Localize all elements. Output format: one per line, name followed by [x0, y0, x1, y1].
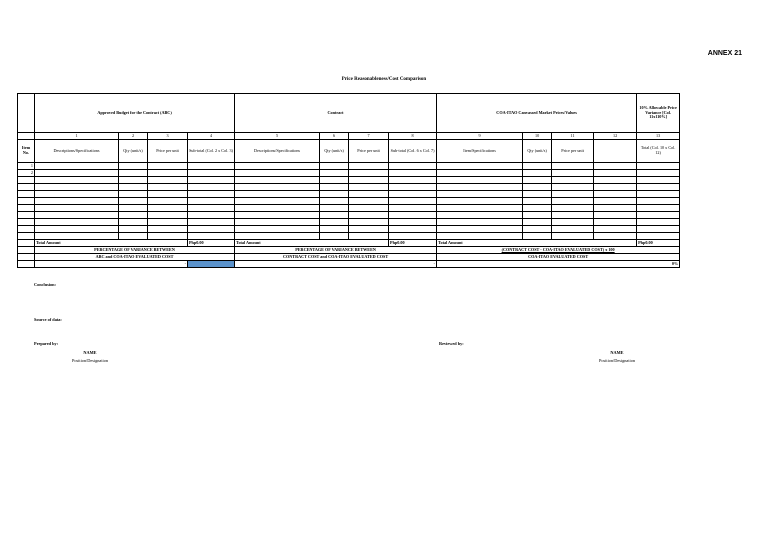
- col-number: 12: [594, 133, 637, 140]
- table-cell: [320, 226, 349, 233]
- variance-formula: (CONTRACT COST - COA-ITAO EVALUATED COST) x 100: [437, 247, 680, 254]
- col-number: 7: [349, 133, 389, 140]
- table-cell: [188, 219, 235, 226]
- item-number-cell: 1: [18, 163, 35, 170]
- table-row: [18, 184, 680, 191]
- table-cell: [637, 163, 680, 170]
- table-cell: [188, 226, 235, 233]
- contract-qty-header: Qty (unit/s): [320, 140, 349, 163]
- col-number: 3: [148, 133, 188, 140]
- table-row: [18, 212, 680, 219]
- table-cell: [637, 205, 680, 212]
- form-title: Price Reasonableness/Cost Comparison: [341, 77, 427, 82]
- table-cell: [637, 177, 680, 184]
- table-cell: [148, 184, 188, 191]
- item-number-cell: [18, 226, 35, 233]
- table-cell: [35, 198, 119, 205]
- table-cell: [637, 212, 680, 219]
- table-row: [18, 219, 680, 226]
- table-cell: [523, 170, 552, 177]
- sub-header-row: [18, 140, 680, 163]
- table-cell: [148, 233, 188, 240]
- table-cell: [320, 184, 349, 191]
- table-cell: [188, 191, 235, 198]
- table-cell: [235, 191, 320, 198]
- abc-variance-line1: PERCENTAGE OF VARIANCE BETWEEN: [35, 247, 235, 254]
- table-row: [18, 226, 680, 233]
- variance-formula-denominator: COA-ITAO EVALUATED COST: [437, 254, 680, 261]
- item-number-cell: [18, 198, 35, 205]
- table-cell: [35, 163, 119, 170]
- table-cell: [389, 184, 437, 191]
- reviewed-by-position: Position/Designation: [598, 358, 636, 363]
- reviewed-by-label: Reviewed by:: [439, 341, 464, 346]
- reviewed-by-name: NAME: [610, 350, 624, 355]
- table-cell: [188, 233, 235, 240]
- table-cell: [119, 205, 148, 212]
- item-number-cell: [18, 212, 35, 219]
- table-cell: [523, 184, 552, 191]
- table-cell: [552, 177, 594, 184]
- coa-total-value: Php0.00: [637, 240, 680, 247]
- variance-value-row: [18, 261, 680, 268]
- col-number: 13: [637, 133, 680, 140]
- table-cell: [437, 212, 523, 219]
- table-cell: [320, 198, 349, 205]
- table-cell: [637, 191, 680, 198]
- item-number-cell: [18, 191, 35, 198]
- table-cell: [552, 226, 594, 233]
- table-cell: [320, 212, 349, 219]
- table-cell: [148, 219, 188, 226]
- col-number: 6: [320, 133, 349, 140]
- table-cell: [119, 170, 148, 177]
- item-number-cell: [18, 219, 35, 226]
- table-cell: [235, 163, 320, 170]
- col-number: 5: [235, 133, 320, 140]
- table-cell: [389, 226, 437, 233]
- table-cell: [119, 233, 148, 240]
- table-cell: [594, 233, 637, 240]
- table-cell: [119, 226, 148, 233]
- item-number-cell: 2: [18, 170, 35, 177]
- table-cell: [119, 191, 148, 198]
- table-cell: [637, 170, 680, 177]
- table-cell: [349, 163, 389, 170]
- table-cell: [35, 177, 119, 184]
- abc-header: Approved Budget for the Contract (ABC): [35, 94, 235, 133]
- blank-variance-cell: [18, 261, 35, 268]
- table-cell: [148, 212, 188, 219]
- table-cell: [148, 177, 188, 184]
- table-cell: [148, 205, 188, 212]
- table-cell: [320, 163, 349, 170]
- table-cell: [320, 170, 349, 177]
- table-cell: [349, 191, 389, 198]
- table-cell: [594, 177, 637, 184]
- table-cell: [523, 177, 552, 184]
- table-cell: [437, 184, 523, 191]
- table-cell: [389, 233, 437, 240]
- blank-number-cell: [18, 133, 35, 140]
- table-cell: [235, 184, 320, 191]
- variance-header: 10% Allowable Price Variance [Col. 11x110%]: [637, 94, 680, 133]
- table-cell: [594, 205, 637, 212]
- table-cell: [637, 226, 680, 233]
- blank-header-cell: [18, 94, 35, 133]
- col-number: 2: [119, 133, 148, 140]
- table-cell: [235, 198, 320, 205]
- table-cell: [119, 184, 148, 191]
- table-cell: [320, 219, 349, 226]
- table-cell: [389, 205, 437, 212]
- table-cell: [437, 219, 523, 226]
- contract-total-value: Php0.00: [389, 240, 437, 247]
- table-cell: [552, 198, 594, 205]
- table-cell: [552, 233, 594, 240]
- contract-variance-line1: PERCENTAGE OF VARIANCE BETWEEN: [235, 247, 437, 254]
- table-cell: [188, 212, 235, 219]
- group-header-row: [18, 94, 680, 133]
- table-cell: [389, 191, 437, 198]
- table-cell: [320, 177, 349, 184]
- table-cell: [35, 170, 119, 177]
- table-cell: [523, 226, 552, 233]
- table-cell: [523, 212, 552, 219]
- table-cell: [523, 233, 552, 240]
- table-cell: [523, 191, 552, 198]
- table-cell: [594, 163, 637, 170]
- item-no-header: Item No.: [18, 140, 35, 163]
- table-cell: [437, 233, 523, 240]
- table-cell: [119, 198, 148, 205]
- table-cell: [35, 226, 119, 233]
- table-cell: [188, 198, 235, 205]
- table-row: [18, 205, 680, 212]
- table-cell: [389, 177, 437, 184]
- abc-subtotal-header: Sub-total (Col. 2 x Col. 3): [188, 140, 235, 163]
- table-cell: [188, 177, 235, 184]
- table-cell: [349, 219, 389, 226]
- table-cell: [35, 219, 119, 226]
- coa-qty-header: Qty (unit/s): [523, 140, 552, 163]
- col-number: 1: [35, 133, 119, 140]
- source-label: Source of data:: [34, 317, 62, 322]
- abc-variance-value: -: [35, 261, 188, 268]
- table-cell: [320, 233, 349, 240]
- table-cell: [437, 191, 523, 198]
- column-number-row: [18, 133, 680, 140]
- item-number-cell: [18, 177, 35, 184]
- item-number-cell: [18, 205, 35, 212]
- prepared-by-name: NAME: [83, 350, 97, 355]
- table-cell: [637, 184, 680, 191]
- table-cell: [35, 191, 119, 198]
- table-cell: [437, 177, 523, 184]
- table-cell: [437, 198, 523, 205]
- table-cell: [235, 212, 320, 219]
- table-cell: [188, 184, 235, 191]
- table-cell: [389, 198, 437, 205]
- table-cell: [594, 198, 637, 205]
- coa-ppu-header: Price per unit: [552, 140, 594, 163]
- table-cell: [523, 198, 552, 205]
- table-row: [18, 198, 680, 205]
- table-cell: [320, 205, 349, 212]
- variance-sub-cell: [594, 140, 637, 163]
- table-row: [18, 233, 680, 240]
- table-cell: [552, 205, 594, 212]
- table-cell: [235, 205, 320, 212]
- table-cell: [437, 205, 523, 212]
- table-cell: [188, 163, 235, 170]
- table-cell: [349, 205, 389, 212]
- table-cell: [523, 219, 552, 226]
- table-cell: [349, 177, 389, 184]
- abc-desc-header: Descriptions/Specifications: [35, 140, 119, 163]
- table-row: [18, 177, 680, 184]
- table-cell: [349, 212, 389, 219]
- abc-variance-highlight: [188, 261, 235, 268]
- table-cell: [594, 226, 637, 233]
- coa-header: COA-ITAO Canvassed Market Prices/Values: [437, 94, 637, 133]
- table-cell: [523, 163, 552, 170]
- abc-total-value: Php0.00: [188, 240, 235, 247]
- table-cell: [148, 198, 188, 205]
- table-cell: [389, 219, 437, 226]
- table-cell: [594, 219, 637, 226]
- total-amount-row: [18, 240, 680, 247]
- table-cell: [437, 226, 523, 233]
- table-cell: [594, 184, 637, 191]
- table-cell: [35, 212, 119, 219]
- table-cell: [552, 184, 594, 191]
- table-cell: [119, 163, 148, 170]
- annex-label: ANNEX 21: [707, 50, 742, 57]
- blank-total-cell: [18, 240, 35, 247]
- table-cell: [552, 191, 594, 198]
- table-cell: [349, 233, 389, 240]
- table-cell: [235, 219, 320, 226]
- table-cell: [437, 163, 523, 170]
- table-cell: [349, 170, 389, 177]
- table-row: [18, 163, 680, 170]
- table-cell: [148, 170, 188, 177]
- coa-item-spec-header: Item/Specifications: [437, 140, 523, 163]
- table-cell: [389, 163, 437, 170]
- contract-variance-value: -: [235, 261, 437, 268]
- table-cell: [188, 170, 235, 177]
- table-cell: [119, 219, 148, 226]
- col-number: 4: [188, 133, 235, 140]
- table-cell: [594, 212, 637, 219]
- table-cell: [552, 219, 594, 226]
- col-number: 8: [389, 133, 437, 140]
- table-cell: [119, 177, 148, 184]
- table-cell: [148, 191, 188, 198]
- table-cell: [35, 233, 119, 240]
- table-cell: [637, 219, 680, 226]
- variance-row-1: [18, 247, 680, 254]
- table-cell: [188, 205, 235, 212]
- abc-total-label: Total Amount: [35, 240, 188, 247]
- table-cell: [594, 191, 637, 198]
- conclusion-label: Conclusion:: [34, 282, 56, 287]
- contract-variance-line2: CONTRACT COST and COA-ITAO EVALUATED COST: [235, 254, 437, 261]
- table-cell: [148, 163, 188, 170]
- variance-row-2: [18, 254, 680, 261]
- table-row: [18, 170, 680, 177]
- contract-subtotal-header: Sub-total (Col. 6 x Col. 7): [389, 140, 437, 163]
- table-cell: [320, 191, 349, 198]
- table-cell: [35, 184, 119, 191]
- table-cell: [235, 226, 320, 233]
- table-cell: [349, 226, 389, 233]
- total-header: Total (Col. 10 x Col. 12): [637, 140, 680, 163]
- col-number: 9: [437, 133, 523, 140]
- table-cell: [148, 226, 188, 233]
- table-cell: [389, 170, 437, 177]
- abc-qty-header: Qty (unit/s): [119, 140, 148, 163]
- table-cell: [594, 170, 637, 177]
- prepared-by-label: Prepared by:: [34, 341, 59, 346]
- table-cell: [119, 212, 148, 219]
- item-number-cell: [18, 184, 35, 191]
- table-cell: [235, 170, 320, 177]
- coa-variance-value: 0%: [437, 261, 680, 268]
- col-number: 10: [523, 133, 552, 140]
- col-number: 11: [552, 133, 594, 140]
- table-cell: [552, 163, 594, 170]
- table-cell: [637, 233, 680, 240]
- table-cell: [637, 198, 680, 205]
- abc-variance-line2: ABC and COA-ITAO EVALUATED COST: [35, 254, 235, 261]
- table-row: [18, 191, 680, 198]
- prepared-by-position: Position/Designation: [71, 358, 109, 363]
- table-cell: [552, 212, 594, 219]
- table-cell: [523, 205, 552, 212]
- contract-total-label: Total Amount: [235, 240, 389, 247]
- contract-desc-header: Descriptions/Specifications: [235, 140, 320, 163]
- contract-ppu-header: Price per unit: [349, 140, 389, 163]
- abc-ppu-header: Price per unit: [148, 140, 188, 163]
- contract-header: Contract: [235, 94, 437, 133]
- blank-variance-cell: [18, 254, 35, 261]
- table-cell: [349, 198, 389, 205]
- table-cell: [552, 170, 594, 177]
- table-cell: [437, 170, 523, 177]
- table-cell: [389, 212, 437, 219]
- table-cell: [35, 205, 119, 212]
- table-cell: [349, 184, 389, 191]
- blank-variance-cell: [18, 247, 35, 254]
- item-number-cell: [18, 233, 35, 240]
- coa-total-label: Total Amount: [437, 240, 637, 247]
- table-cell: [235, 177, 320, 184]
- cost-comparison-table: [17, 93, 680, 268]
- table-cell: [235, 233, 320, 240]
